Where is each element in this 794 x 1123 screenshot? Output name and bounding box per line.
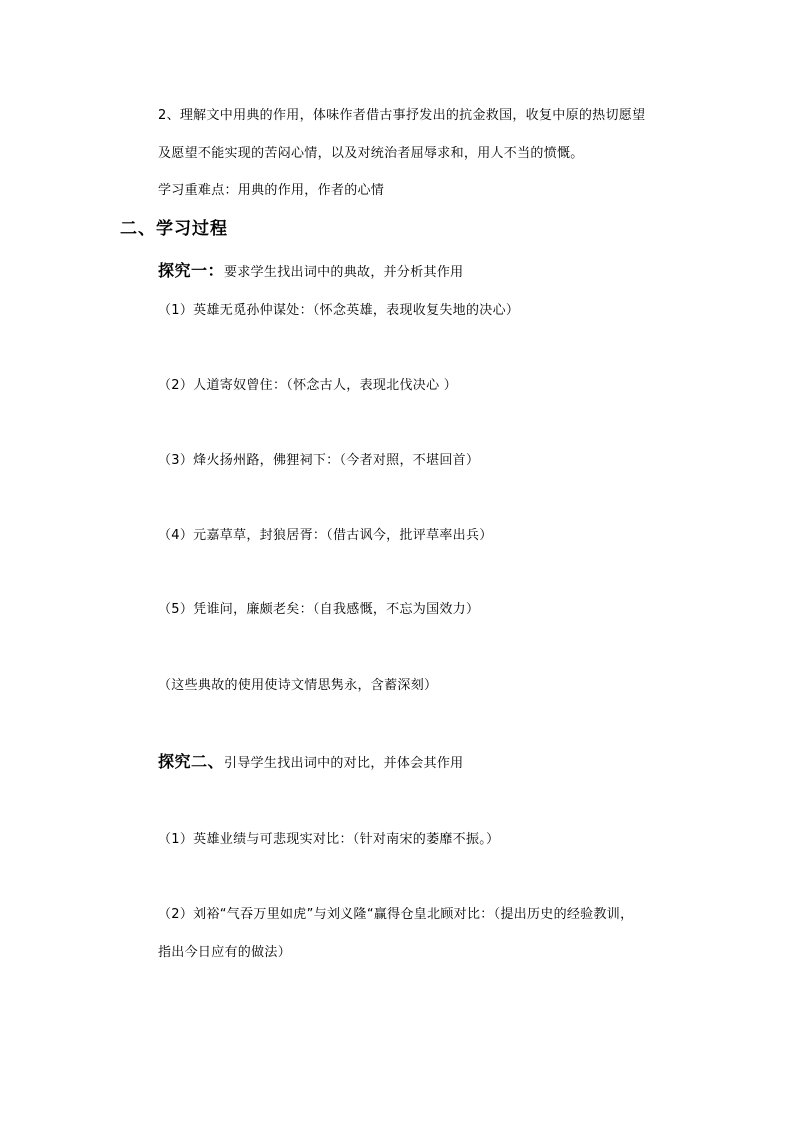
objective-2-line-1: 2、理解文中用典的作用，体味作者借古事抒发出的抗金救国，收复中原的热切愿望 (158, 108, 646, 123)
explore-1-item-4: （4）元嘉草草，封狼居胥：（借古讽今，批评草率出兵） (158, 528, 493, 543)
explore-2-item-2-continued: 指出今日应有的做法） (158, 945, 292, 960)
explore-2-item-2: （2）刘裕“气吞万里如虎”与刘义隆“赢得仓皇北顾对比：（提出历史的经验教训， (158, 907, 634, 922)
section-2-heading: 二、学习过程 (120, 219, 228, 239)
explore-1-header (158, 262, 463, 282)
explore-1-item-1: （1）英雄无觅孙仲谋处：（怀念英雄，表现收复失地的决心） (158, 303, 520, 318)
explore-2-desc: 引导学生找出词中的对比，并体会其作用 (224, 756, 464, 771)
explore-2-title: 探究二、 (158, 752, 225, 771)
explore-1-desc: 要求学生找出词中的典故，并分析其作用 (224, 265, 464, 280)
explore-2-item-1: （1）英雄业绩与可悲现实对比：（针对南宋的萎靡不振。） (158, 832, 500, 847)
explore-1-item-2: （2）人道寄奴曾住：（怀念古人，表现北伐决心 ） (158, 378, 458, 393)
explore-1-item-5: （5）凭谁问，廉颇老矣：（自我感慨，不忘为国效力） (158, 602, 480, 617)
explore-1-title: 探究一： (158, 261, 225, 280)
explore-1-item-3: （3）烽火扬州路，佛狸祠下：（今者对照，不堪回首） (158, 453, 480, 468)
key-points: 学习重难点：用典的作用，作者的心情 (158, 183, 385, 198)
explore-2-header (158, 753, 463, 773)
explore-1-summary: （这些典故的使用使诗文情思隽永，含蓄深刻） (158, 678, 438, 693)
objective-2-line-2: 及愿望不能实现的苦闷心情，以及对统治者屈辱求和，用人不当的愤慨。 (158, 146, 584, 161)
